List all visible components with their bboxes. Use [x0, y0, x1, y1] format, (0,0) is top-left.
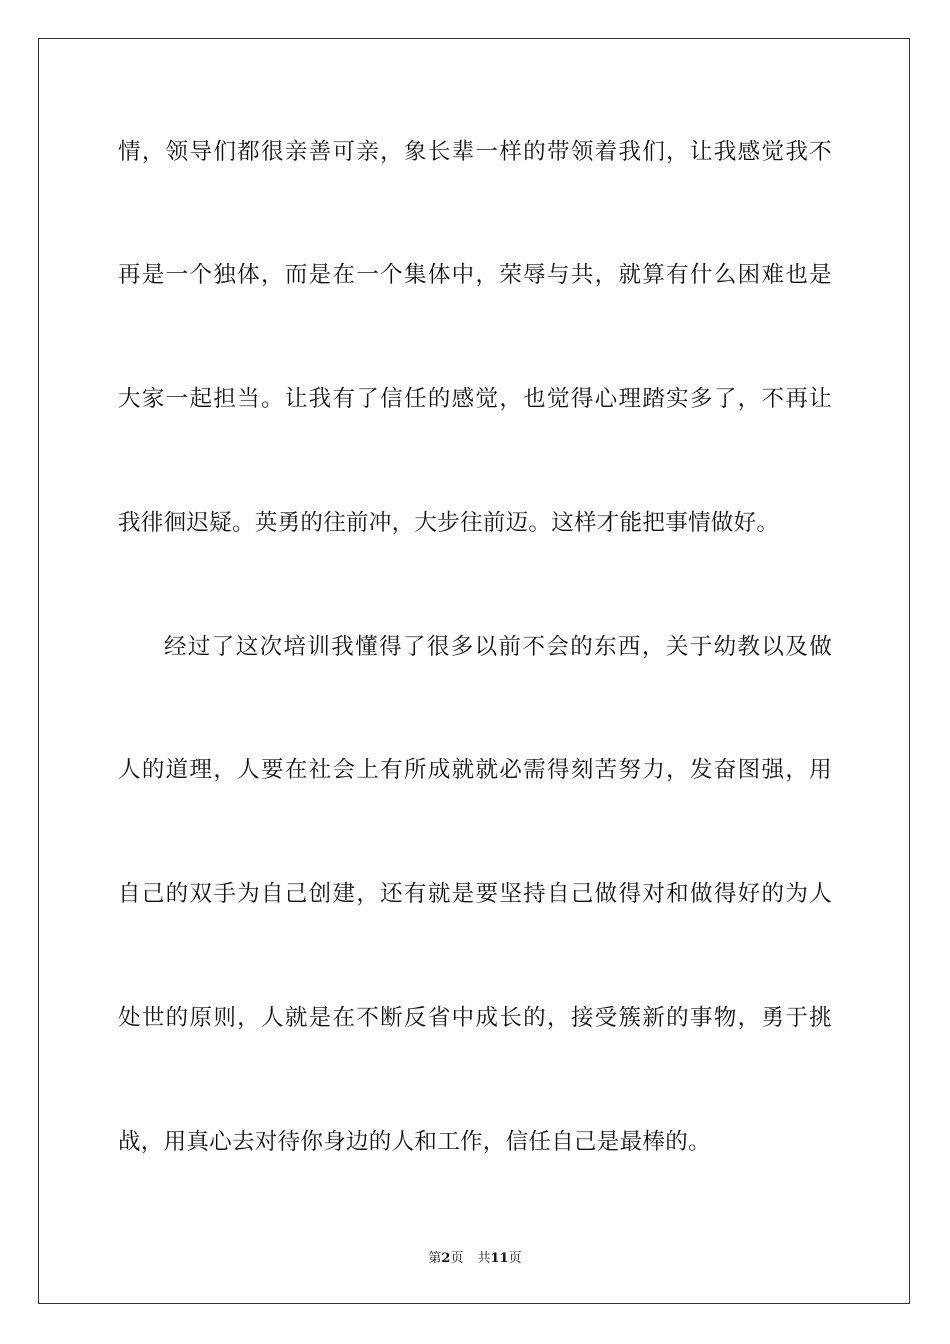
body-text-line-1: 情，领导们都很亲善可亲，象长辈一样的带领着我们，让我感觉我不 [118, 139, 832, 165]
body-text-line-9: 战，用真心去对待你身边的人和工作，信任自己是最棒的。 [118, 1129, 711, 1155]
footer-total-prefix: 共 [477, 1251, 491, 1266]
body-text-line-3: 大家一起担当。让我有了信任的感觉，也觉得心理踏实多了，不再让 [118, 386, 832, 412]
footer-page-prefix: 第 [428, 1251, 442, 1266]
body-text-line-2: 再是一个独体，而是在一个集体中，荣辱与共，就算有什么困难也是 [118, 262, 832, 288]
body-text-line-5: 经过了这次培训我懂得了很多以前不会的东西，关于幼教以及做 [164, 634, 832, 660]
body-text-line-7: 自己的双手为自己创建，还有就是要坚持自己做得对和做得好的为人 [118, 881, 832, 907]
footer-total-pages: 11 [490, 1251, 509, 1266]
page-border [38, 38, 910, 1304]
footer-total-suffix: 页 [508, 1251, 522, 1266]
body-text-line-4: 我徘徊迟疑。英勇的往前冲，大步往前迈。这样才能把事情做好。 [118, 510, 780, 536]
body-text-line-8: 处世的原则，人就是在不断反省中成长的，接受簇新的事物，勇于挑 [118, 1005, 832, 1031]
page-footer [0, 1247, 950, 1266]
footer-page-number: 2 [441, 1251, 451, 1266]
body-text-line-6: 人的道理，人要在社会上有所成就就必需得刻苦努力，发奋图强，用 [118, 757, 832, 783]
footer-page-suffix: 页 [450, 1251, 464, 1266]
